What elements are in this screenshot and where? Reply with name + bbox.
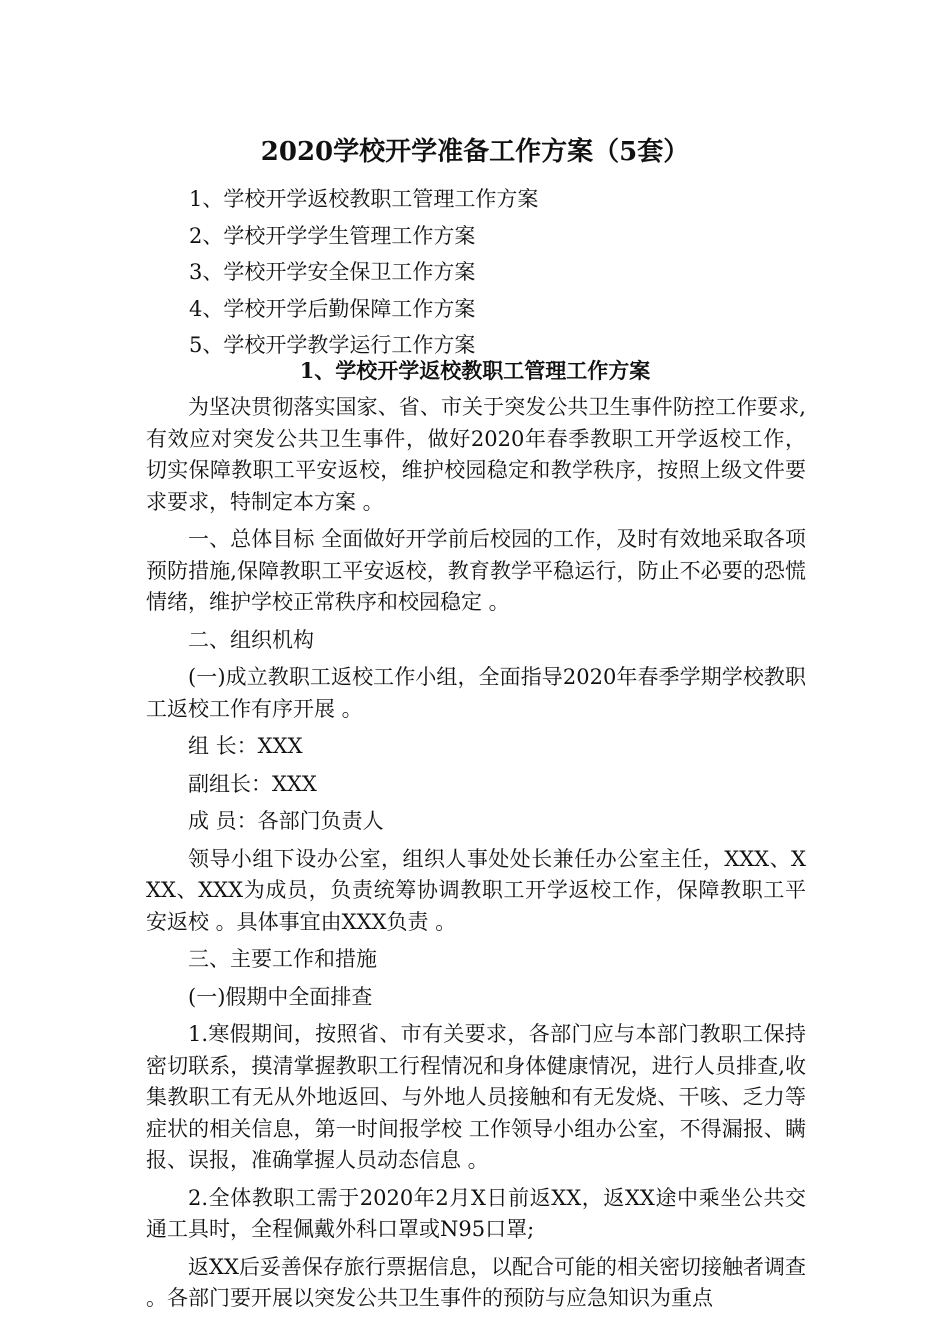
- toc-item: 3、学校开学安全保卫工作方案: [189, 260, 476, 284]
- document-body: [146, 392, 806, 1321]
- paragraph: 一、总体目标 全面做好开学前后校园的工作，及时有效地采取各项预防措施,保障教职工平安返校，教育教学平稳运行，防止不必要的恐慌情绪，维护学校正常秩序和校园稳定 。: [146, 527, 806, 614]
- paragraph-heading: 二、组织机构: [188, 627, 314, 652]
- paragraph: 返XX后妥善保存旅行票据信息，以配合可能的相关密切接触者调查 。各部门要开展以突发公共卫生事件的预防与应急知识为重点: [146, 1254, 806, 1310]
- document-title: 2020学校开学准备工作方案（5套）: [260, 137, 690, 167]
- paragraph-heading: 三、主要工作和措施: [188, 947, 377, 971]
- paragraph: 1.寒假期间，按照省、市有关要求，各部门应与本部门教职工保持密切联系，摸清掌握教职工行程情况和身体健康情况，进行人员排查,收集教职工有无从外地返回、与外地人员接触和有无发烧、干咳、乏力等症状的相关信息，第一时间报学校 工作领导小组办公室，不得漏报、瞒报、误报，准确掌握人员动态信息 。: [146, 1022, 806, 1172]
- paragraph: 组 长：XXX: [188, 734, 303, 758]
- toc-item: 1、学校开学返校教职工管理工作方案: [189, 187, 539, 211]
- paragraph: 副组长：XXX: [188, 771, 317, 796]
- paragraph: (一)成立教职工返校工作小组，全面指导2020年春季学期学校教职工返校工作有序开展 。: [146, 665, 806, 721]
- paragraph: 2.全体教职工需于2020年2月X日前返XX，返XX途中乘坐公共交通工具时，全程佩戴外科口罩或N95口罩;: [146, 1185, 806, 1241]
- paragraph: 成 员：各部门负责人: [188, 809, 384, 833]
- paragraph: 领导小组下设办公室，组织人事处处长兼任办公室主任，XXX、XXX、XXX为成员，负责统筹协调教职工开学返校工作，保障教职工平安返校 。具体事宜由XXX负责 。: [146, 846, 806, 934]
- toc-item: 5、学校开学教学运行工作方案: [189, 333, 476, 357]
- toc-item: 2、学校开学学生管理工作方案: [189, 223, 476, 248]
- toc-item: 4、学校开学后勤保障工作方案: [189, 296, 476, 321]
- table-of-contents: [189, 181, 829, 364]
- paragraph: 为坚决贯彻落实国家、省、市关于突发公共卫生事件防控工作要求,有效应对突发公共卫生事件，做好2020年春季教职工开学返校工作，切实保障教职工平安返校，维护校园稳定和教学秩序，按照上级文件要求要求，特制定本方案 。: [146, 395, 806, 514]
- section-title: 1、学校开学返校教职工管理工作方案: [299, 358, 651, 383]
- paragraph-subheading: (一)假期中全面排查: [188, 984, 373, 1009]
